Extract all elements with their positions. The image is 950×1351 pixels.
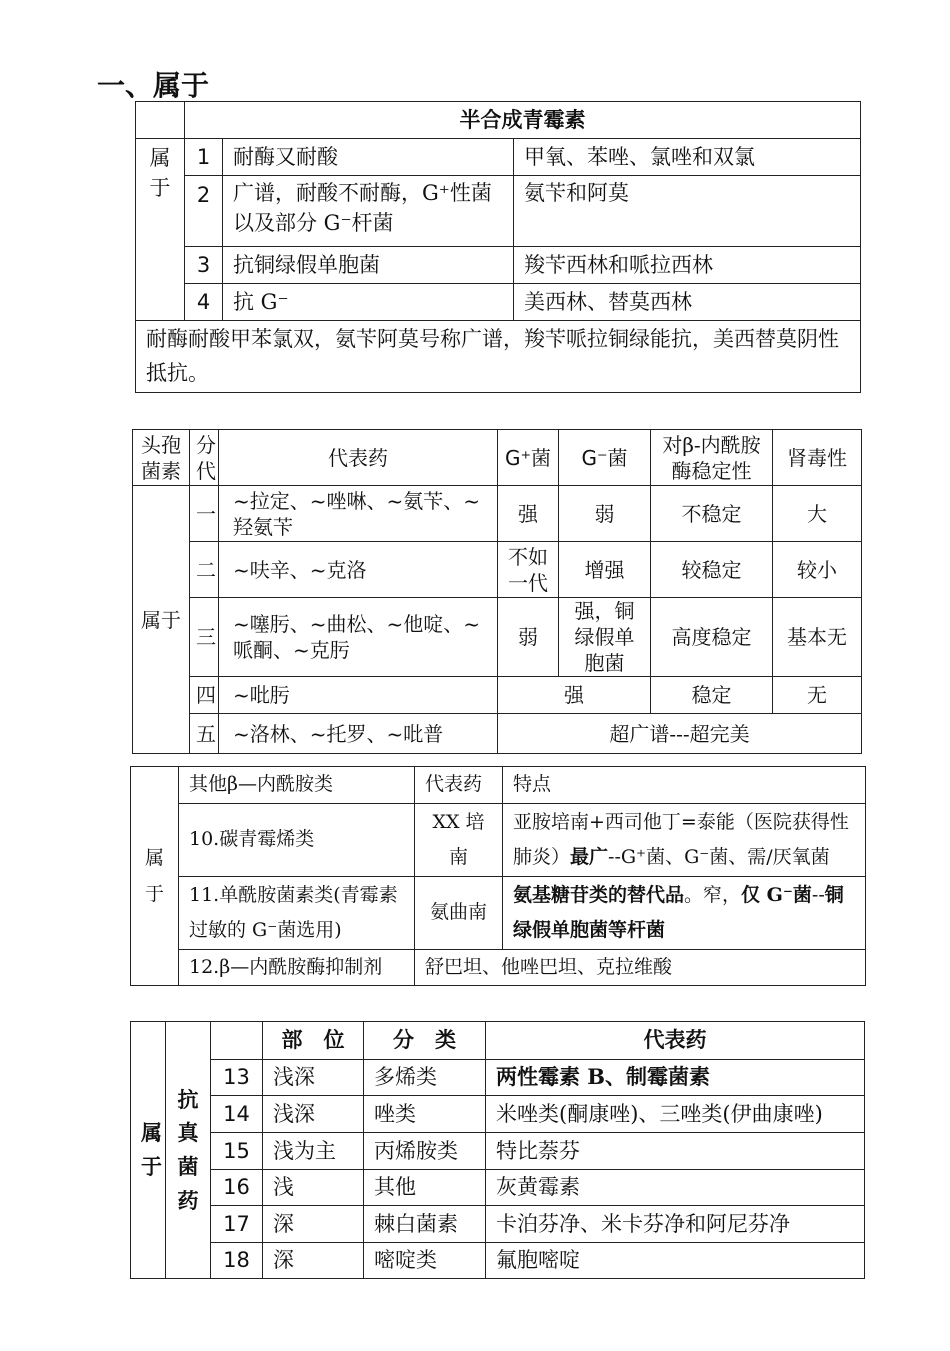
representative-drug: 特比萘芬	[486, 1133, 865, 1170]
drug-class: 其他	[364, 1170, 486, 1206]
row-number: 2	[185, 176, 223, 247]
feature-emphasis: 铜绿假单胞菌等杆菌	[513, 883, 844, 941]
table4-side-label	[131, 1022, 166, 1279]
row-description: 广谱，耐酸不耐酶，G⁺性菌以及部分 G⁻杆菌	[223, 176, 514, 247]
generation-summary: 超广谱---超完美	[498, 714, 862, 754]
header-generation: 分代	[190, 430, 219, 486]
feature-emphasis: 最广	[570, 846, 609, 868]
cephalosporin-table	[132, 429, 862, 754]
side-char: 于	[144, 883, 164, 906]
generation: 五	[190, 714, 219, 754]
generation: 三	[190, 598, 219, 677]
row-number: 4	[185, 284, 223, 321]
site: 深	[263, 1243, 364, 1279]
generation: 二	[190, 542, 219, 598]
feature-text: 。窄，	[684, 883, 742, 906]
row-drugs: 氨苄和阿莫	[514, 176, 861, 247]
representative-drug: 两性霉素 B、制霉菌素	[486, 1060, 865, 1096]
mnemonic-text: 耐酶耐酸甲苯氯双，氨苄阿莫号称广谱，羧苄哌拉铜绿能抗，美西替莫阴性抵抗。	[136, 321, 861, 393]
section-heading: 一、属于	[97, 69, 210, 102]
side-char: 属	[149, 146, 171, 170]
antifungal-category	[166, 1022, 211, 1279]
drug-feature	[503, 804, 866, 877]
site: 浅深	[263, 1060, 364, 1096]
beta-stability: 稳定	[651, 677, 773, 714]
beta-stability: 不稳定	[651, 486, 773, 542]
row-number: 16	[211, 1170, 263, 1206]
gram-activity: 强	[498, 677, 651, 714]
drug-class: 唑类	[364, 1096, 486, 1133]
generation: 四	[190, 677, 219, 714]
drug-class: 丙烯胺类	[364, 1133, 486, 1170]
drugs: ~拉定、~唑啉、~氨苄、~羟氨苄	[219, 486, 498, 542]
table1-side-label	[136, 139, 185, 321]
category-char: 抗	[177, 1086, 199, 1112]
row-description: 抗 G⁻	[223, 284, 514, 321]
drug-class: 10.碳青霉烯类	[179, 804, 415, 877]
drug-class: 12.β—内酰胺酶抑制剂	[179, 950, 415, 986]
side-char: 属	[144, 846, 164, 869]
table3-side-label	[131, 767, 179, 986]
header-drug: 代表药	[415, 767, 503, 804]
nephrotoxicity: 无	[773, 677, 862, 714]
header-number	[211, 1022, 263, 1060]
drugs: ~洛林、~托罗、~吡普	[219, 714, 498, 754]
row-drugs: 美西林、替莫西林	[514, 284, 861, 321]
feature-text: --G⁺菌、G⁻菌、需/厌氧菌	[608, 846, 830, 868]
row-number: 13	[211, 1060, 263, 1096]
row-number: 18	[211, 1243, 263, 1279]
header-site: 部 位	[263, 1022, 364, 1060]
header-class: 头孢菌素	[133, 430, 190, 486]
gram-positive: 弱	[498, 598, 559, 677]
site: 浅	[263, 1170, 364, 1206]
representative-drugs: 舒巴坦、他唑巴坦、克拉维酸	[415, 950, 866, 986]
row-drugs: 甲氧、苯唑、氯唑和双氯	[514, 139, 861, 176]
row-description: 抗铜绿假单胞菌	[223, 247, 514, 284]
nephrotoxicity: 大	[773, 486, 862, 542]
site: 浅深	[263, 1096, 364, 1133]
drug-class: 11.单酰胺菌素类(青霉素过敏的 G⁻菌选用)	[179, 877, 415, 950]
representative-drug: XX 培南	[415, 804, 503, 877]
feature-emphasis: 氨基糖苷类的替代品	[513, 883, 685, 906]
category-char: 菌	[177, 1154, 199, 1179]
representative-drug: 米唑类(酮康唑)、三唑类(伊曲康唑)	[486, 1096, 865, 1133]
site: 深	[263, 1206, 364, 1243]
drug-class: 多烯类	[364, 1060, 486, 1096]
row-number: 17	[211, 1206, 263, 1243]
row-number: 3	[185, 247, 223, 284]
beta-stability: 高度稳定	[651, 598, 773, 677]
representative-drug: 卡泊芬净、米卡芬净和阿尼芬净	[486, 1206, 865, 1243]
side-char: 于	[141, 1154, 162, 1179]
header-gram-negative: G⁻菌	[559, 430, 651, 486]
gram-negative: 增强	[559, 542, 651, 598]
representative-drug: 氨曲南	[415, 877, 503, 950]
other-beta-lactam-table	[130, 766, 866, 986]
table1-header: 半合成青霉素	[185, 102, 861, 139]
header-drugs: 代表药	[219, 430, 498, 486]
side-char: 于	[149, 176, 171, 201]
drug-class: 棘白菌素	[364, 1206, 486, 1243]
header-nephrotoxicity: 肾毒性	[773, 430, 862, 486]
antifungal-table	[130, 1021, 865, 1279]
representative-drug: 氟胞嘧啶	[486, 1243, 865, 1279]
beta-stability: 较稳定	[651, 542, 773, 598]
header-feature: 特点	[503, 767, 866, 804]
gram-positive: 强	[498, 486, 559, 542]
row-number: 15	[211, 1133, 263, 1170]
gram-positive: 不如一代	[498, 542, 559, 598]
nephrotoxicity: 基本无	[773, 598, 862, 677]
category-char: 真	[177, 1120, 199, 1146]
drug-feature	[503, 877, 866, 950]
side-char: 属	[141, 1120, 162, 1146]
gram-negative: 强，铜绿假单胞菌	[559, 598, 651, 677]
header-class: 其他β—内酰胺类	[179, 767, 415, 804]
feature-emphasis: 仅 G⁻菌	[741, 883, 812, 906]
drugs: ~呋辛、~克洛	[219, 542, 498, 598]
nephrotoxicity: 较小	[773, 542, 862, 598]
gram-negative: 弱	[559, 486, 651, 542]
row-number: 1	[185, 139, 223, 176]
feature-text: --	[811, 883, 825, 906]
header-class: 分 类	[364, 1022, 486, 1060]
header-gram-positive: G⁺菌	[498, 430, 559, 486]
feature-text: 亚胺培南+西司他丁=泰能（医院获得性肺炎）	[513, 810, 849, 868]
table2-side-label: 属于	[133, 486, 190, 754]
header-beta-lactamase: 对β-内酰胺酶稳定性	[651, 430, 773, 486]
semisynthetic-penicillin-table	[135, 101, 861, 393]
generation: 一	[190, 486, 219, 542]
table1-corner	[136, 102, 185, 139]
row-drugs: 羧苄西林和哌拉西林	[514, 247, 861, 284]
drugs: ~吡肟	[219, 677, 498, 714]
representative-drug: 灰黄霉素	[486, 1170, 865, 1206]
row-number: 14	[211, 1096, 263, 1133]
header-drug: 代表药	[486, 1022, 865, 1060]
category-char: 药	[177, 1187, 199, 1213]
drug-class: 嘧啶类	[364, 1243, 486, 1279]
row-description: 耐酶又耐酸	[223, 139, 514, 176]
site: 浅为主	[263, 1133, 364, 1170]
drugs: ~噻肟、~曲松、~他啶、~哌酮、~克肟	[219, 598, 498, 677]
